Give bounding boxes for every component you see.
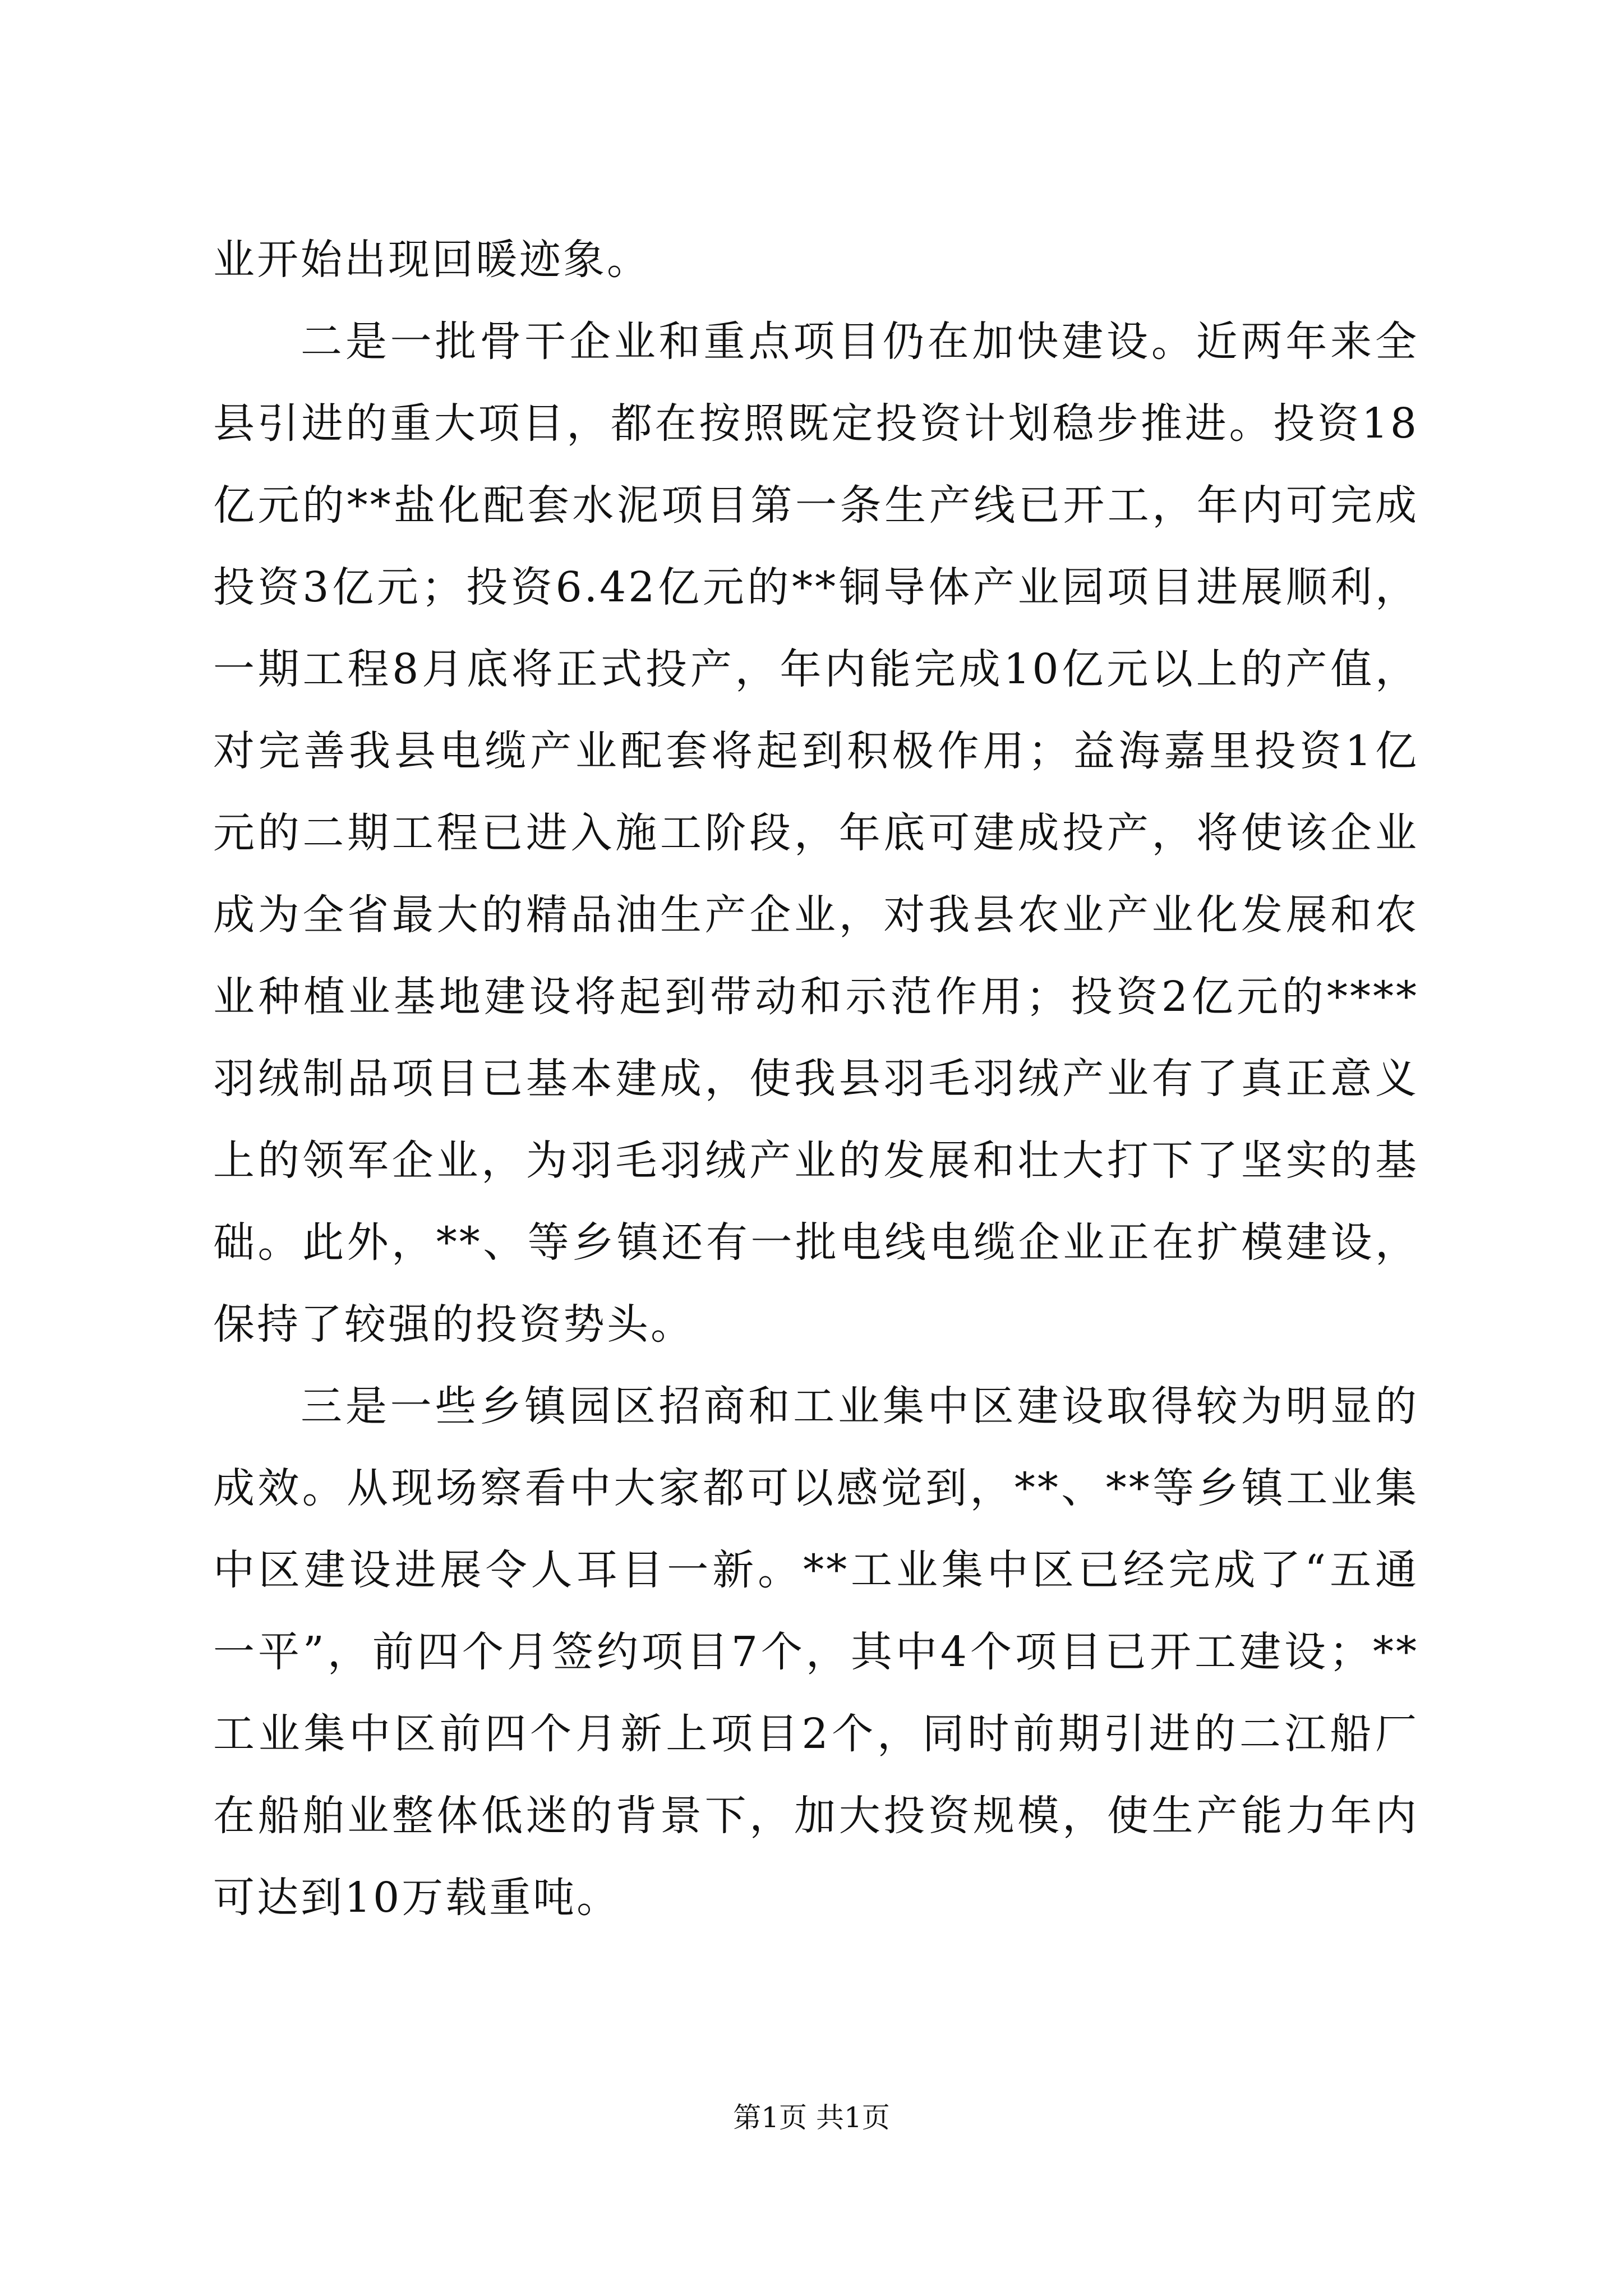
paragraph-continuation: 业开始出现回暖迹象。 [213, 236, 651, 284]
document-body [213, 219, 1419, 1939]
page-footer: 第1页 共1页 [733, 2101, 890, 2134]
paragraph-key-projects: 二是一批骨干企业和重点项目仍在加快建设。近两年来全县引进的重大项目，都在按照既定投资计划稳步推进。投资18亿元的**盐化配套水泥项目第一条生产线已开工，年内可完成投资3亿元；投资6.42亿元的**铜导体产业园项目进展顺利，一期工程8月底将正式投产，年内能完成10亿元以上的产值，对完善我县电缆产业配套将起到积极作用；益海嘉里投资1亿元的二期工程已进入施工阶段，年底可建成投产，将使该企业成为全省最大的精品油生产企业，对我县农业产业化发展和农业种植业基地建设将起到带动和示范作用；投资2亿元的****羽绒制品项目已基本建成，使我县羽毛羽绒产业有了真正意义上的领军企业，为羽毛羽绒产业的发展和壮大打下了坚实的基础。此外，**、等乡镇还有一批电线电缆企业正在扩模建设，保持了较强的投资势头。 [213, 318, 1419, 1349]
paragraph-industrial-zones: 三是一些乡镇园区招商和工业集中区建设取得较为明显的成效。从现场察看中大家都可以感觉到，**、**等乡镇工业集中区建设进展令人耳目一新。**工业集中区已经完成了“五通一平”，前四个月签约项目7个，其中4个项目已开工建设；**工业集中区前四个月新上项目2个，同时前期引进的二江船厂在船舶业整体低迷的背景下，加大投资规模，使生产能力年内可达到10万载重吨。 [213, 1382, 1419, 1922]
